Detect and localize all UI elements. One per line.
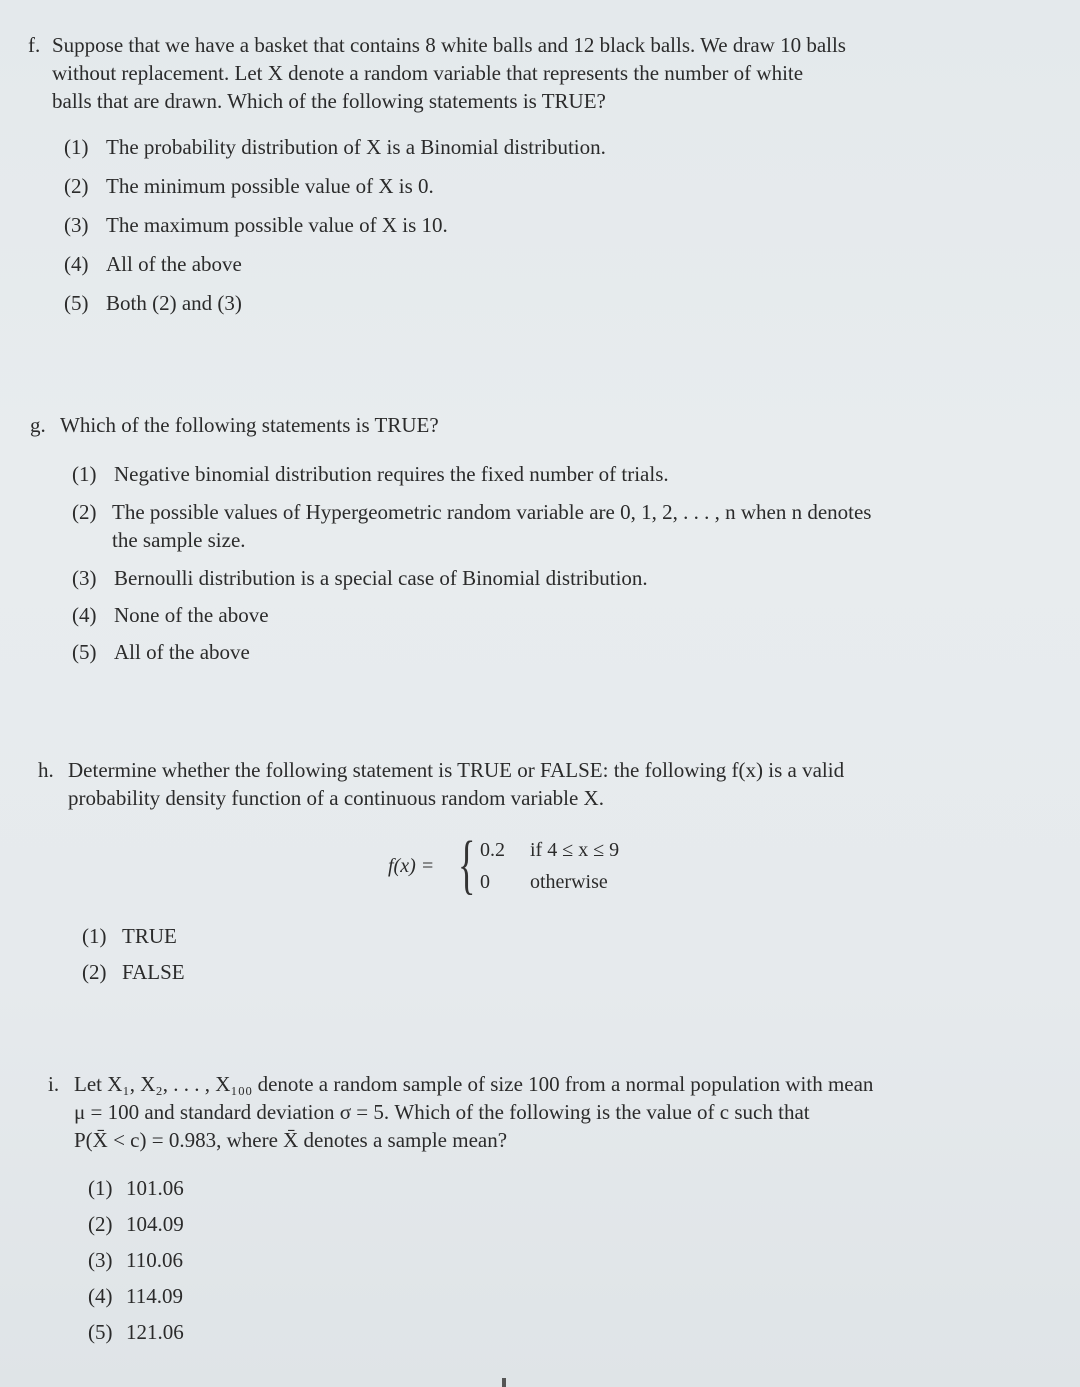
option-f-5-number: (5): [64, 291, 89, 315]
option-f-2[interactable]: [64, 172, 606, 211]
question-f-line1: Suppose that we have a basket that contains 8 white balls and 12 black balls. We draw 10 balls: [52, 33, 846, 57]
question-h-stem: [38, 756, 1038, 812]
pdf-case-2: [480, 866, 608, 898]
option-g-2-number: (2): [72, 500, 97, 524]
option-i-5-number: (5): [88, 1320, 113, 1344]
option-i-4-number: (4): [88, 1284, 113, 1308]
option-i-5-text: 121.06: [126, 1320, 184, 1344]
option-f-4-text: All of the above: [106, 252, 242, 276]
question-i-line3: P(X̄ < c) = 0.983, where X̄ denotes a sample mean?: [74, 1128, 508, 1152]
option-h-2-text: FALSE: [122, 960, 185, 984]
option-i-4[interactable]: [88, 1282, 184, 1318]
question-i-line2: μ = 100 and standard deviation σ = 5. Which of the following is the value of c such that: [74, 1100, 810, 1124]
pdf-case-1: [480, 834, 619, 866]
option-f-4-number: (4): [64, 252, 89, 276]
question-f-line3: balls that are drawn. Which of the following statements is TRUE?: [52, 89, 606, 113]
option-i-2-text: 104.09: [126, 1212, 184, 1236]
option-i-3[interactable]: [88, 1246, 184, 1282]
option-f-5-text: Both (2) and (3): [106, 291, 242, 315]
pdf-case-1-value: 0.2: [480, 839, 505, 861]
option-g-1-number: (1): [72, 462, 97, 486]
option-f-2-text: The minimum possible value of X is 0.: [106, 174, 434, 198]
question-h-label: h.: [38, 758, 54, 782]
question-h-line1: Determine whether the following statement is TRUE or FALSE: the following f(x) is a valid: [68, 758, 845, 782]
option-i-1[interactable]: [88, 1174, 184, 1210]
option-h-1-number: (1): [82, 924, 107, 948]
option-f-4[interactable]: [64, 250, 606, 289]
option-i-3-number: (3): [88, 1248, 113, 1272]
option-i-1-number: (1): [88, 1176, 113, 1200]
option-i-2[interactable]: [88, 1210, 184, 1246]
option-g-5-number: (5): [72, 640, 97, 664]
option-i-2-number: (2): [88, 1212, 113, 1236]
option-f-5[interactable]: [64, 289, 606, 328]
option-g-2-text-line1: The possible values of Hypergeometric random variable are 0, 1, 2, . . . , n when n denotes: [112, 500, 872, 524]
option-f-1-number: (1): [64, 135, 89, 159]
question-i-options: [88, 1174, 184, 1354]
option-h-2-number: (2): [82, 960, 107, 984]
pdf-lhs: f(x) =: [388, 855, 435, 877]
option-g-4-number: (4): [72, 603, 97, 627]
question-g-line1: Which of the following statements is TRUE?: [60, 413, 439, 437]
question-f: [28, 31, 1028, 115]
question-g-options: [72, 460, 871, 675]
option-h-1[interactable]: [82, 922, 185, 958]
question-i-line1: Let X₁, X₂, . . . , X₁₀₀ denote a random sample of size 100 from a normal population with mean: [74, 1072, 874, 1096]
question-g-stem: [30, 411, 1030, 439]
question-i: [48, 1070, 1068, 1154]
pdf-case-1-condition: if 4 ≤ x ≤ 9: [530, 839, 620, 861]
option-g-1[interactable]: [72, 460, 871, 498]
option-g-3-text: Bernoulli distribution is a special case of Binomial distribution.: [114, 566, 648, 590]
question-f-line2: without replacement. Let X denote a random variable that represents the number of white: [52, 61, 804, 85]
option-g-4-text: None of the above: [114, 603, 269, 627]
option-g-4[interactable]: [72, 601, 871, 638]
option-g-5-text: All of the above: [114, 640, 250, 664]
option-f-3-number: (3): [64, 213, 89, 237]
option-h-2[interactable]: [82, 958, 185, 994]
question-f-stem: [28, 31, 1028, 115]
option-g-3-number: (3): [72, 566, 97, 590]
option-h-1-text: TRUE: [122, 924, 177, 948]
option-i-3-text: 110.06: [126, 1248, 183, 1272]
option-i-1-text: 101.06: [126, 1176, 184, 1200]
option-g-5[interactable]: [72, 638, 871, 675]
question-f-label: f.: [28, 33, 41, 57]
option-g-2-text: [72, 500, 871, 554]
piecewise-brace-icon: {: [458, 828, 476, 901]
option-g-3[interactable]: [72, 564, 871, 601]
option-f-3-text: The maximum possible value of X is 10.: [106, 213, 448, 237]
option-g-1-text: Negative binomial distribution requires the fixed number of trials.: [114, 462, 669, 486]
option-f-3[interactable]: [64, 211, 606, 250]
question-g: [30, 411, 1030, 439]
question-h-options: [82, 922, 185, 994]
option-f-1[interactable]: [64, 133, 606, 172]
option-f-2-number: (2): [64, 174, 89, 198]
question-g-label: g.: [30, 413, 46, 437]
question-i-label: i.: [48, 1072, 60, 1096]
pdf-case-2-condition: otherwise: [530, 871, 608, 893]
option-g-2[interactable]: [72, 498, 871, 564]
question-h-line2: probability density function of a continuous random variable X.: [68, 786, 604, 810]
option-g-2-text-line2: the sample size.: [112, 528, 246, 552]
question-i-stem: [48, 1070, 1068, 1154]
option-i-5[interactable]: [88, 1318, 184, 1354]
pdf-case-2-value: 0: [480, 871, 490, 893]
page-edge-mark: [502, 1378, 506, 1387]
question-f-options: [64, 133, 606, 328]
option-f-1-text: The probability distribution of X is a Binomial distribution.: [106, 135, 606, 159]
option-i-4-text: 114.09: [126, 1284, 183, 1308]
question-h: [38, 756, 1038, 812]
